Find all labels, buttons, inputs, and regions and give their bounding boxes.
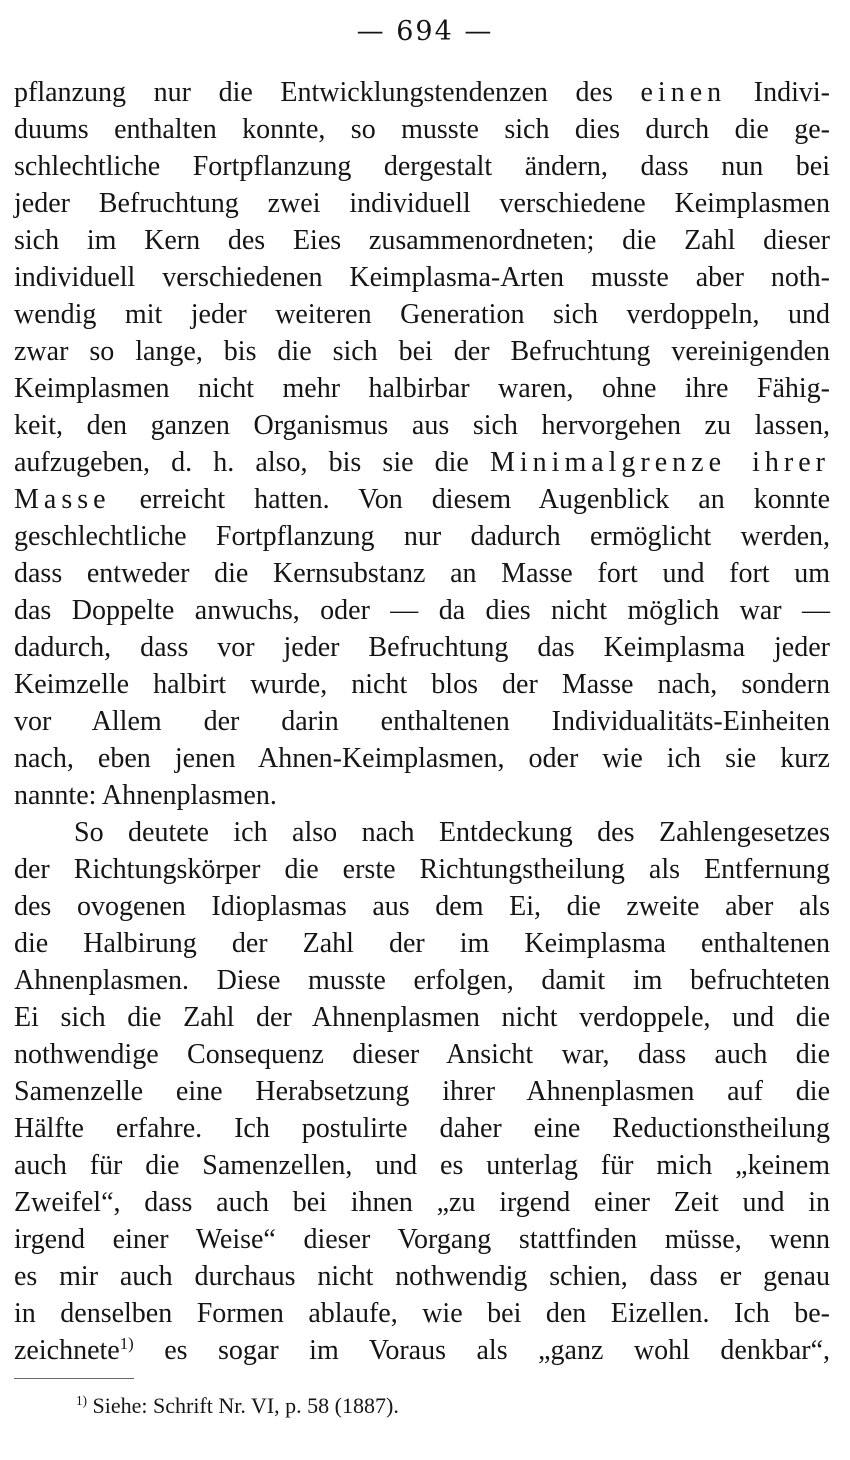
text-line: duums enthalten konnte, so musste sich dies durch die ge- [14, 114, 830, 145]
text-segment: Indivi- [753, 77, 830, 108]
footnote-text: Siehe: Schrift Nr. VI, p. 58 (1887). [87, 1393, 399, 1418]
footnote-reference[interactable]: 1) [119, 1333, 134, 1353]
text-line: irgend einer Weise“ dieser Vorgang stattfinden müsse, wenn [14, 1224, 830, 1255]
text-line: wendig mit jeder weiteren Generation sich verdoppeln, und [14, 299, 830, 330]
text-line: Keimplasmen nicht mehr halbirbar waren, ohne ihre Fähig- [14, 373, 830, 404]
text-line: Keimzelle halbirt wurde, nicht blos der Masse nach, sondern [14, 669, 830, 700]
text-segment: pflanzung nur die Entwicklungstendenzen des [14, 77, 613, 108]
footnote-mark: 1) [76, 1393, 87, 1409]
text-line: sich im Kern des Eies zusammenordneten; die Zahl dieser [14, 225, 830, 256]
page-number: — 694 — [356, 16, 494, 47]
text-line: nannte: Ahnenplasmen. [14, 780, 277, 811]
text-line: die Halbirung der Zahl der im Keimplasma enthaltenen [14, 928, 830, 959]
text-line: in denselben Formen ablaufe, wie bei den Eizellen. Ich be- [14, 1298, 830, 1329]
text-line: jeder Befruchtung zwei individuell verschiedene Keimplasmen [14, 188, 830, 219]
text-line: der Richtungskörper die erste Richtungstheilung als Entfernung [14, 854, 830, 885]
text-line: dass entweder die Kernsubstanz an Masse fort und fort um [14, 558, 830, 589]
text-line: dadurch, dass vor jeder Befruchtung das Keimplasma jeder [14, 632, 830, 663]
footnote [76, 1392, 399, 1420]
text-segment: es sogar im Voraus als „ganz wohl denkbar“, [133, 1335, 830, 1366]
text-line [14, 444, 830, 481]
text-line: auch für die Samenzellen, und es unterlag für mich „keinem [14, 1150, 830, 1181]
text-segment: erreicht hatten. Von diesem Augenblick an konnte [139, 484, 831, 515]
text-line: keit, den ganzen Organismus aus sich hervorgehen zu lassen, [14, 410, 830, 441]
text-line: zwar so lange, bis die sich bei der Befruchtung vereinigenden [14, 336, 830, 367]
text-segment: aufzugeben, d. h. also, bis sie die [14, 447, 469, 478]
text-line: vor Allem der darin enthaltenen Individualitäts-Einheiten [14, 706, 830, 737]
text-line: Hälfte erfahre. Ich postulirte daher eine Reductionstheilung [14, 1113, 830, 1144]
footnote-divider [14, 1378, 134, 1379]
paragraph-start-line: So deutete ich also nach Entdeckung des Zahlengesetzes [74, 817, 830, 848]
text-line: individuell verschiedenen Keimplasma-Arten musste aber noth- [14, 262, 830, 293]
text-line: Ei sich die Zahl der Ahnenplasmen nicht verdoppele, und die [14, 1002, 830, 1033]
text-line: schlechtliche Fortpflanzung dergestalt ändern, dass nun bei [14, 151, 830, 182]
spaced-emphasis: einen [640, 77, 727, 108]
text-segment: zeichnete [14, 1335, 120, 1366]
text-line: Zweifel“, dass auch bei ihnen „zu irgend einer Zeit und in [14, 1187, 830, 1218]
text-line [14, 74, 830, 111]
text-line: des ovogenen Idioplasmas aus dem Ei, die zweite aber als [14, 891, 830, 922]
spaced-emphasis: Masse [14, 484, 111, 515]
text-line: das Doppelte anwuchs, oder — da dies nicht möglich war — [14, 595, 830, 626]
text-line: Ahnenplasmen. Diese musste erfolgen, damit im befruchteten [14, 965, 830, 996]
spaced-emphasis: Minimalgrenze ihrer [489, 447, 831, 478]
text-line [14, 481, 830, 518]
text-line: geschlechtliche Fortpflanzung nur dadurch ermöglicht werden, [14, 521, 830, 552]
text-line: Samenzelle eine Herabsetzung ihrer Ahnenplasmen auf die [14, 1076, 830, 1107]
text-line: es mir auch durchaus nicht nothwendig schien, dass er genau [14, 1261, 830, 1292]
text-line: nothwendige Consequenz dieser Ansicht war, dass auch die [14, 1039, 830, 1070]
text-line [14, 1332, 830, 1369]
text-line: nach, eben jenen Ahnen-Keimplasmen, oder wie ich sie kurz [14, 743, 830, 774]
